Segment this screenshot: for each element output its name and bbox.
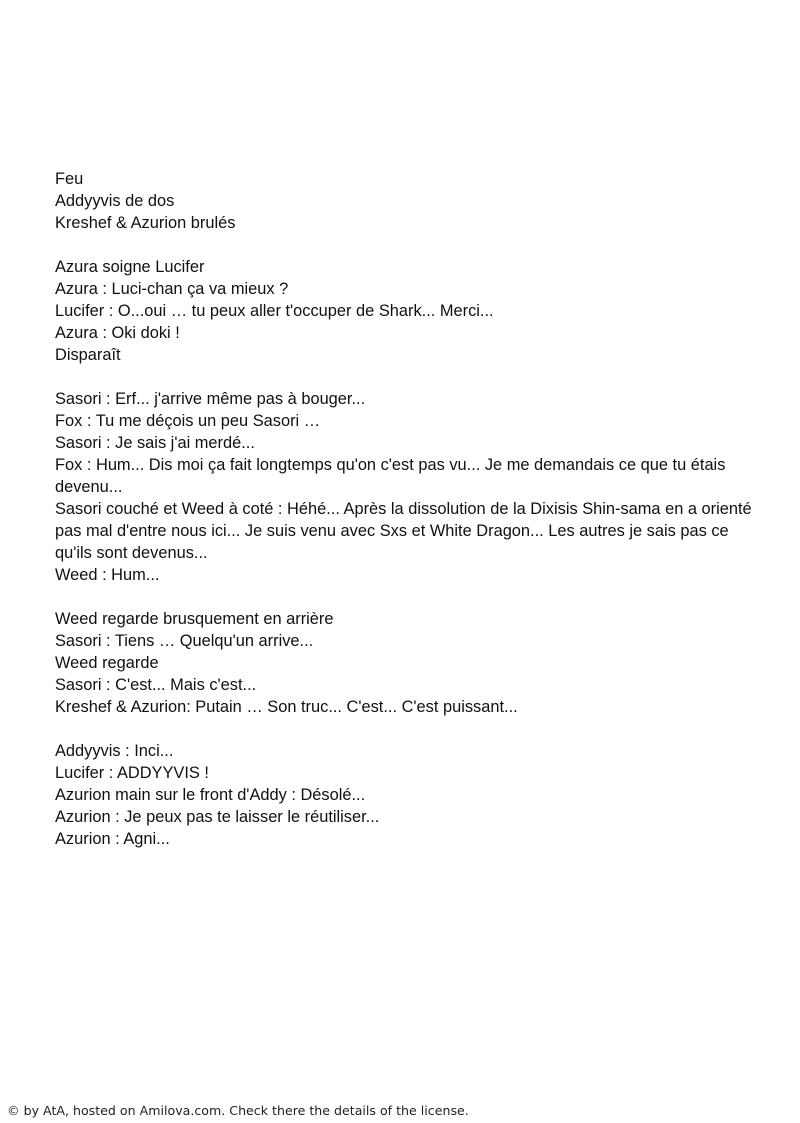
text-line: Lucifer : O...oui … tu peux aller t'occuper de Shark... Merci... [55, 302, 494, 320]
text-line: Addyyvis de dos [55, 192, 175, 210]
text-line: Azurion main sur le front d'Addy : Désolé... [55, 786, 366, 804]
text-line: Fox : Tu me déçois un peu Sasori … [55, 412, 321, 430]
text-line: Azurion : Je peux pas te laisser le réutiliser... [55, 808, 380, 826]
text-line: Fox : Hum... Dis moi ça fait longtemps qu'on c'est pas vu... Je me demandais ce que tu étais devenu... [55, 456, 726, 496]
text-line: Lucifer : ADDYYVIS ! [55, 764, 209, 782]
paragraph-azura-lucifer [55, 256, 755, 366]
paragraph-weed-arrival [55, 608, 755, 718]
paragraph-sasori-fox [55, 388, 755, 586]
text-line: Azura soigne Lucifer [55, 258, 205, 276]
text-line: Feu [55, 170, 84, 188]
text-line: Addyyvis : Inci... [55, 742, 174, 760]
text-line: Kreshef & Azurion: Putain … Son truc... C'est... C'est puissant... [55, 698, 518, 716]
text-line: Sasori : C'est... Mais c'est... [55, 676, 257, 694]
paragraph-scene-intro [55, 168, 755, 234]
text-line: Weed regarde [55, 654, 159, 672]
text-line: Kreshef & Azurion brulés [55, 214, 236, 232]
document-body [55, 168, 755, 872]
text-line: Sasori : Erf... j'arrive même pas à bouger... [55, 390, 366, 408]
paragraph-addyyvis-azurion [55, 740, 755, 850]
text-line: Weed regarde brusquement en arrière [55, 610, 334, 628]
text-line: Weed : Hum... [55, 566, 160, 584]
text-line: Disparaît [55, 346, 121, 364]
text-line: Sasori : Je sais j'ai merdé... [55, 434, 255, 452]
text-line: Azurion : Agni... [55, 830, 170, 848]
text-line: Sasori : Tiens … Quelqu'un arrive... [55, 632, 314, 650]
text-line: Azura : Oki doki ! [55, 324, 180, 342]
license-footer: © by AtA, hosted on Amilova.com. Check there the details of the license. [7, 1103, 469, 1118]
text-line: Azura : Luci-chan ça va mieux ? [55, 280, 289, 298]
text-line: Sasori couché et Weed à coté : Héhé... Après la dissolution de la Dixisis Shin-sama en a orienté pas mal d'entre nous ici... Je suis venu avec Sxs et White Dragon... Les autres je sais pas ce qu'ils sont devenus... [55, 500, 752, 562]
